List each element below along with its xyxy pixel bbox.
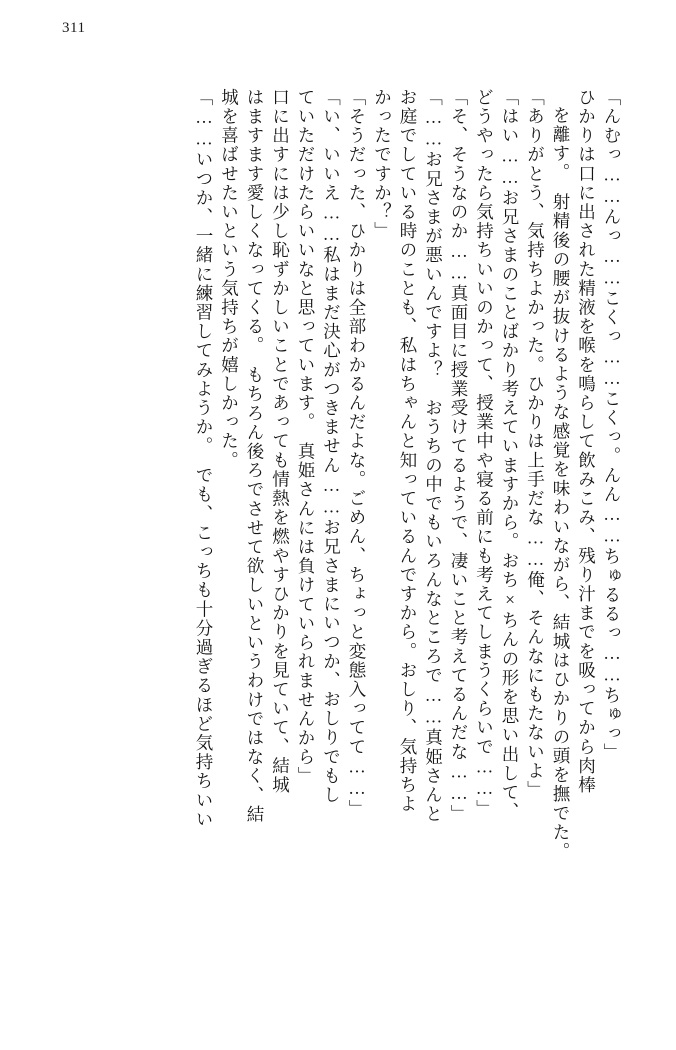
text-column: 「そ、そうなのか……真面目に授業受けてるようで、凄いこと考えてるんだな……」 [449, 88, 469, 824]
text-column: どうやったら気持ちいいのかって、授業中や寝る前にも考えてしまうくらいで……」 [474, 88, 495, 819]
text-column: 「ありがとう、気持ちよかった。ひかりは上手だな……俺、そんなにもたないよ」 [525, 88, 546, 800]
text-column: 「そうだった、ひかりは全部わかるんだよな。ごめん、ちょっと変態入ってて……」 [347, 88, 367, 819]
text-column: を離す。 射精後の腰が抜けるような感覚を味わいながら、結城はひかりの頭を撫でた。 [551, 106, 571, 862]
text-column: ていただけたらいいなと思っています。 真姫さんには負けていられませんから」 [296, 88, 316, 786]
text-column: お庭でしている時のことも、私はちゃんと知っているんですから。おしり、気持ちよ [398, 88, 418, 814]
text-column: ひかりは口に出された精液を喉を鳴らして飲みこみ、残り汁までを吸ってから肉棒 [576, 88, 597, 795]
text-column: 「い、いいえ……私はまだ決心がつきません……お兄さまにいつか、おしりでもし [321, 88, 342, 805]
text-column: 城を喜ばせたいという気持ちが嬉しかった。 [219, 88, 240, 470]
text-column: 「んむっ……んっ……こくっ……こくっ。んん……ちゅるるっ……ちゅっ」 [602, 88, 622, 763]
page-number: 311 [62, 20, 86, 36]
text-column: 口に出すには少し恥ずかしいことであっても情熱を燃やすひかりを見ていて、結城 [270, 88, 291, 795]
text-column: かったですか？」 [372, 88, 393, 241]
vertical-text-body [60, 88, 620, 1013]
text-column: 「……お兄さまが悪いんですよ？ おうちの中でもいろんなところで……真姫さんと [423, 88, 444, 824]
text-column: はますます愛しくなってくる。 もちろん後ろでさせて欲しいというわけではなく、結 [245, 88, 265, 825]
text-column: 「……いつか、一緒に練習してみようか。 でも、こっちも十分過ぎるほど気持ちいい [194, 88, 214, 830]
text-column: 「はい……お兄さまのことばかり考えていますから。おち×ちんの形を思い出して、 [500, 88, 520, 822]
